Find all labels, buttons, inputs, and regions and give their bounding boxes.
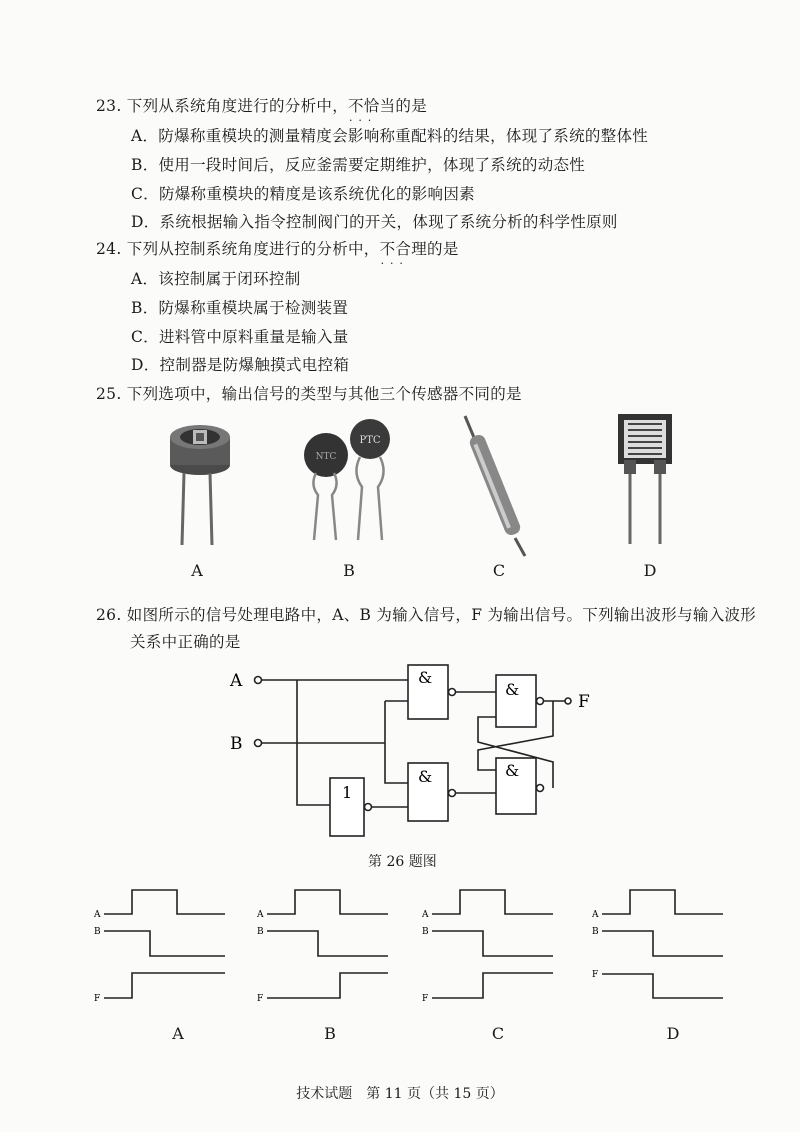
q24-option-d: D．控制器是防爆触摸式电控箱 bbox=[131, 356, 350, 374]
q25-number: 25. bbox=[96, 385, 122, 403]
q23-option-a: A．防爆称重模块的测量精度会影响称重配料的结果，体现了系统的整体性 bbox=[131, 127, 649, 145]
waveform-option-d bbox=[590, 880, 730, 1010]
sensor-b-image bbox=[290, 415, 410, 555]
waveform-label-a: A bbox=[172, 1024, 184, 1043]
sensor-a-image bbox=[160, 415, 240, 555]
latch-top-symbol: & bbox=[505, 680, 520, 699]
output-f-terminal bbox=[565, 698, 571, 704]
q24-stem-after: 的是 bbox=[427, 240, 459, 258]
input-a-terminal bbox=[255, 677, 262, 684]
page-footer: 技术试题 第 11 页（共 15 页） bbox=[296, 1086, 504, 1102]
wave-c-signal-f: F bbox=[422, 994, 429, 1004]
q24-number: 24. bbox=[96, 240, 122, 258]
q24-option-b: B．防爆称重模块属于检测装置 bbox=[131, 299, 349, 317]
wave-a-signal-b: B bbox=[94, 927, 101, 937]
q26-stem-text1: 如图所示的信号处理电路中，A、B 为输入信号，F 为输出信号。下列输出波形与输入波形 bbox=[126, 606, 757, 624]
q23-stem bbox=[96, 94, 427, 116]
waveform-option-a bbox=[92, 880, 232, 1010]
wave-b-signal-a: A bbox=[257, 910, 264, 920]
q25-stem-text: 下列选项中，输出信号的类型与其他三个传感器不同的是 bbox=[126, 385, 522, 403]
q24-stem-emphasis: 不合理 · · · bbox=[380, 237, 427, 259]
q23-option-d: D．系统根据输入指令控制阀门的开关，体现了系统分析的科学性原则 bbox=[131, 213, 618, 231]
q23-option-b: B．使用一段时间后，反应釜需要定期维护，体现了系统的动态性 bbox=[131, 156, 586, 174]
q24-option-c: C．进料管中原料重量是输入量 bbox=[131, 328, 349, 346]
sensor-d-label: D bbox=[643, 561, 657, 580]
ntc-label: NTC bbox=[315, 452, 337, 462]
input-b-terminal bbox=[255, 740, 262, 747]
wave-c-signal-b: B bbox=[422, 927, 429, 937]
sensor-b-label: B bbox=[343, 561, 355, 580]
q24-stem bbox=[96, 237, 459, 259]
sensor-c-label: C bbox=[492, 561, 506, 580]
wave-d-signal-b: B bbox=[592, 927, 599, 937]
wave-c-signal-a: A bbox=[422, 910, 429, 920]
q23-option-c: C．防爆称重模块的精度是该系统优化的影响因素 bbox=[131, 185, 475, 203]
waveform-label-d: D bbox=[666, 1024, 680, 1043]
figure-caption: 第 26 题图 bbox=[368, 854, 437, 870]
q26-stem-line2: 关系中正确的是 bbox=[130, 633, 241, 651]
wave-a-signal-a: A bbox=[94, 910, 101, 920]
latch-bottom-symbol: & bbox=[505, 761, 520, 780]
circuit-input-a: A bbox=[230, 671, 243, 691]
q23-stem-before: 下列从系统角度进行的分析中， bbox=[126, 97, 348, 115]
q25-stem bbox=[96, 382, 522, 404]
wave-d-signal-f: F bbox=[592, 970, 599, 980]
ptc-label: PTC bbox=[359, 435, 381, 446]
wave-a-signal-f: F bbox=[94, 994, 101, 1004]
q23-number: 23. bbox=[96, 97, 122, 115]
logic-circuit-diagram bbox=[220, 650, 640, 850]
waveform-label-c: C bbox=[491, 1024, 505, 1043]
wave-d-signal-a: A bbox=[592, 910, 599, 920]
sensor-c-image bbox=[455, 410, 535, 560]
waveform-option-c bbox=[420, 880, 560, 1010]
circuit-output-f: F bbox=[578, 692, 590, 712]
waveform-option-b bbox=[255, 880, 395, 1010]
q23-stem-after: 的是 bbox=[395, 97, 428, 115]
and-gate-2-symbol: & bbox=[418, 767, 433, 786]
q24-option-a: A．该控制属于闭环控制 bbox=[131, 270, 301, 288]
q24-stem-before: 下列从控制系统角度进行的分析中， bbox=[126, 240, 380, 258]
q26-stem-line1 bbox=[96, 603, 756, 625]
q26-number: 26. bbox=[96, 606, 122, 624]
sensor-a-label: A bbox=[191, 561, 203, 580]
circuit-input-b: B bbox=[230, 734, 243, 754]
not-gate-symbol: 1 bbox=[342, 783, 353, 802]
q23-stem-emphasis: 不恰当 · · · bbox=[348, 94, 395, 116]
waveform-label-b: B bbox=[324, 1024, 336, 1043]
wave-b-signal-f: F bbox=[257, 994, 264, 1004]
wave-b-signal-b: B bbox=[257, 927, 264, 937]
and-gate-1-symbol: & bbox=[418, 668, 433, 687]
sensor-d-image bbox=[608, 410, 688, 550]
